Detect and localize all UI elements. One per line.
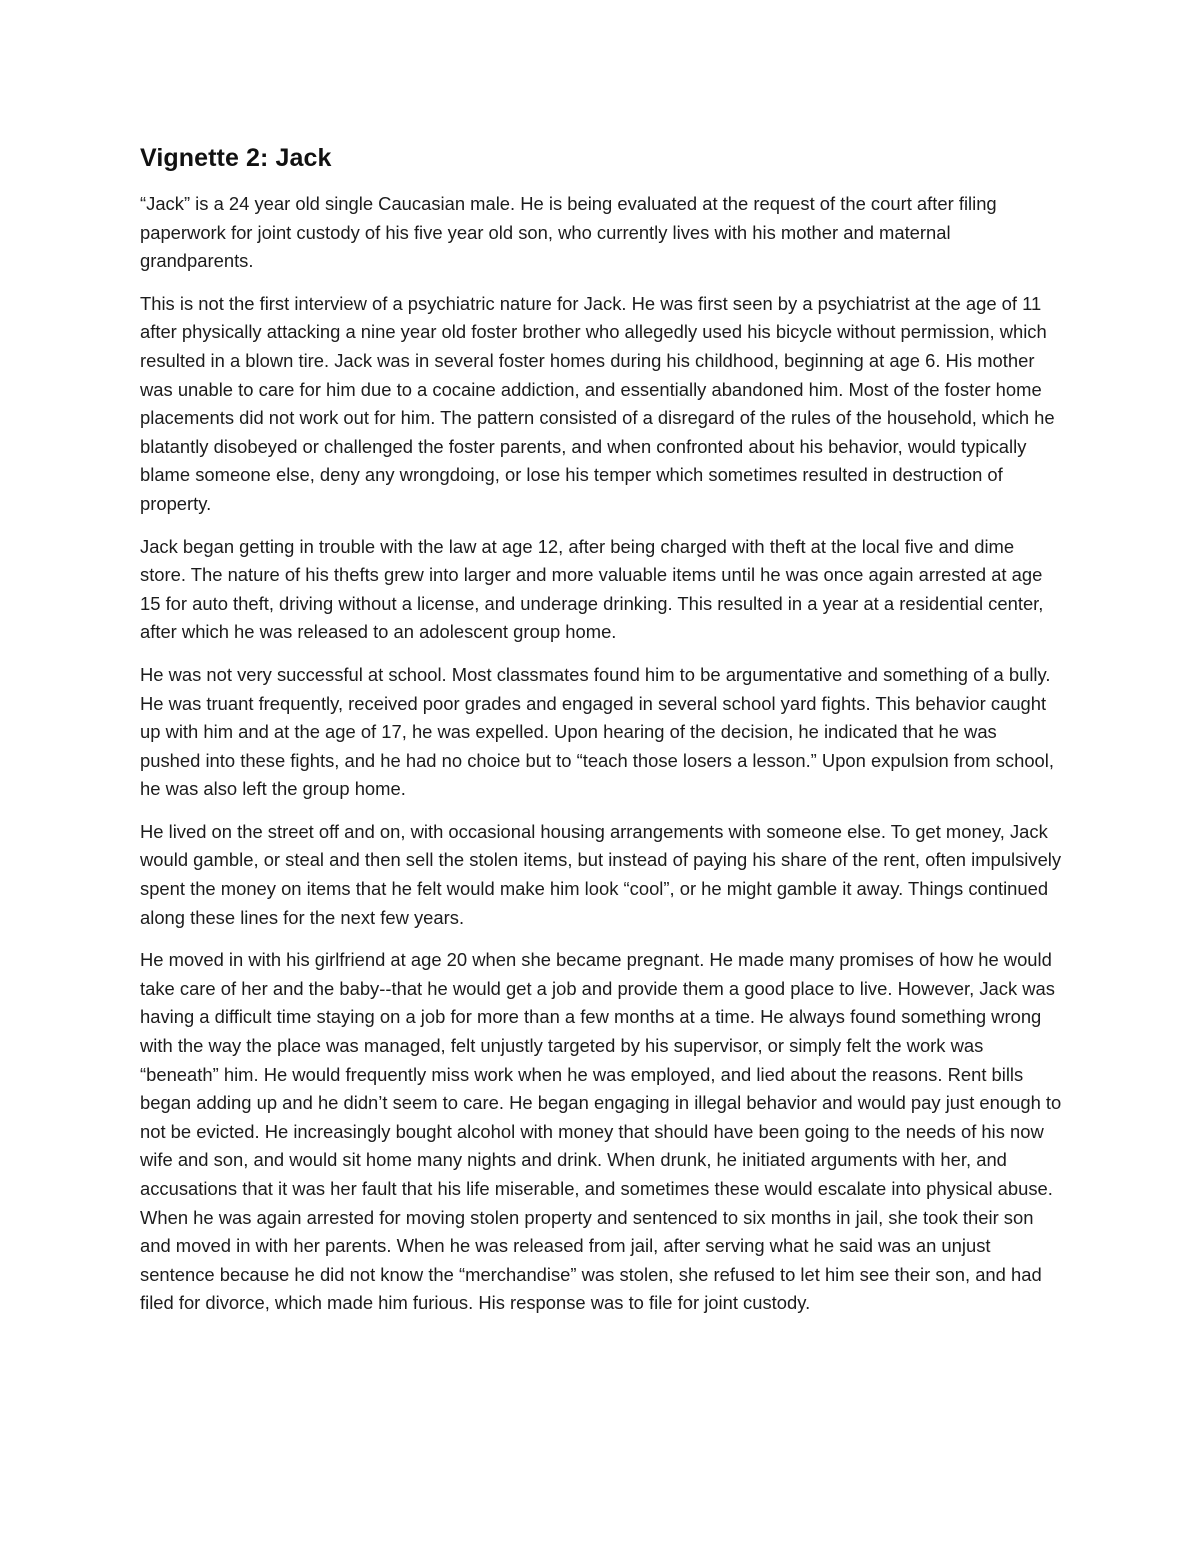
paragraph-relationship: He moved in with his girlfriend at age 20 when she became pregnant. He made many promises of how he would take care of her and the baby--that he would get a job and provide them a good place to live. However, Jack was having a difficult time staying on a job for more than a few months at a time. He always found something wrong with the way the place was managed, felt unjustly targeted by his supervisor, or simply felt the work was “beneath” him. He would frequently miss work when he was employed, and lied about the reasons. Rent bills began adding up and he didn’t seem to care. He began engaging in illegal behavior and would pay just enough to not be evicted. He increasingly bought alcohol with money that should have been going to the needs of his now wife and son, and would sit home many nights and drink. When drunk, he initiated arguments with her, and accusations that it was her fault that his life miserable, and sometimes these would escalate into physical abuse. When he was again arrested for moving stolen property and sentenced to six months in jail, she took their son and moved in with her parents. When he was released from jail, after serving what he said was an unjust sentence because he did not know the “merchandise” was stolen, she refused to let him see their son, and had filed for divorce, which made him furious. His response was to file for joint custody.: [140, 949, 1062, 1314]
paragraph-childhood: This is not the first interview of a psychiatric nature for Jack. He was first seen by a psychiatrist at the age of 11 after physically attacking a nine year old foster brother who allegedly used his bicycle without permission, which resulted in a blown tire. Jack was in several foster homes during his childhood, beginning at age 6. His mother was unable to care for him due to a cocaine addiction, and essentially abandoned him. Most of the foster home placements did not work out for him. The pattern consisted of a disregard of the rules of the household, which he blatantly disobeyed or challenged the foster parents, and when confronted about his behavior, would typically blame someone else, deny any wrongdoing, or lose his temper which sometimes resulted in destruction of property.: [140, 292, 1055, 514]
paragraph-intro: “Jack” is a 24 year old single Caucasian male. He is being evaluated at the request of the court after filing paperwork for joint custody of his five year old son, who currently lives with his mother and maternal grandparents.: [140, 193, 997, 272]
paragraph-legal-history: Jack began getting in trouble with the law at age 12, after being charged with theft at the local five and dime store. The nature of his thefts grew into larger and more valuable items until he was once again arrested at age 15 for auto theft, driving without a license, and underage drinking. This resulted in a year at a residential center, after which he was released to an adolescent group home.: [140, 535, 1044, 643]
document-title: Vignette 2: Jack: [140, 144, 332, 172]
paragraph-street-life: He lived on the street off and on, with occasional housing arrangements with someone else. To get money, Jack would gamble, or steal and then sell the stolen items, but instead of paying his share of the rent, often impulsively spent the money on items that he felt would make him look “cool”, or he might gamble it away. Things continued along these lines for the next few years.: [140, 820, 1062, 928]
document-body: [140, 140, 1062, 1332]
paragraph-school: He was not very successful at school. Most classmates found him to be argumentative and something of a bully. He was truant frequently, received poor grades and engaged in several school yard fights. This behavior caught up with him and at the age of 17, he was expelled. Upon hearing of the decision, he indicated that he was pushed into these fights, and he had no choice but to “teach those losers a lesson.” Upon expulsion from school, he was also left the group home.: [140, 663, 1054, 800]
